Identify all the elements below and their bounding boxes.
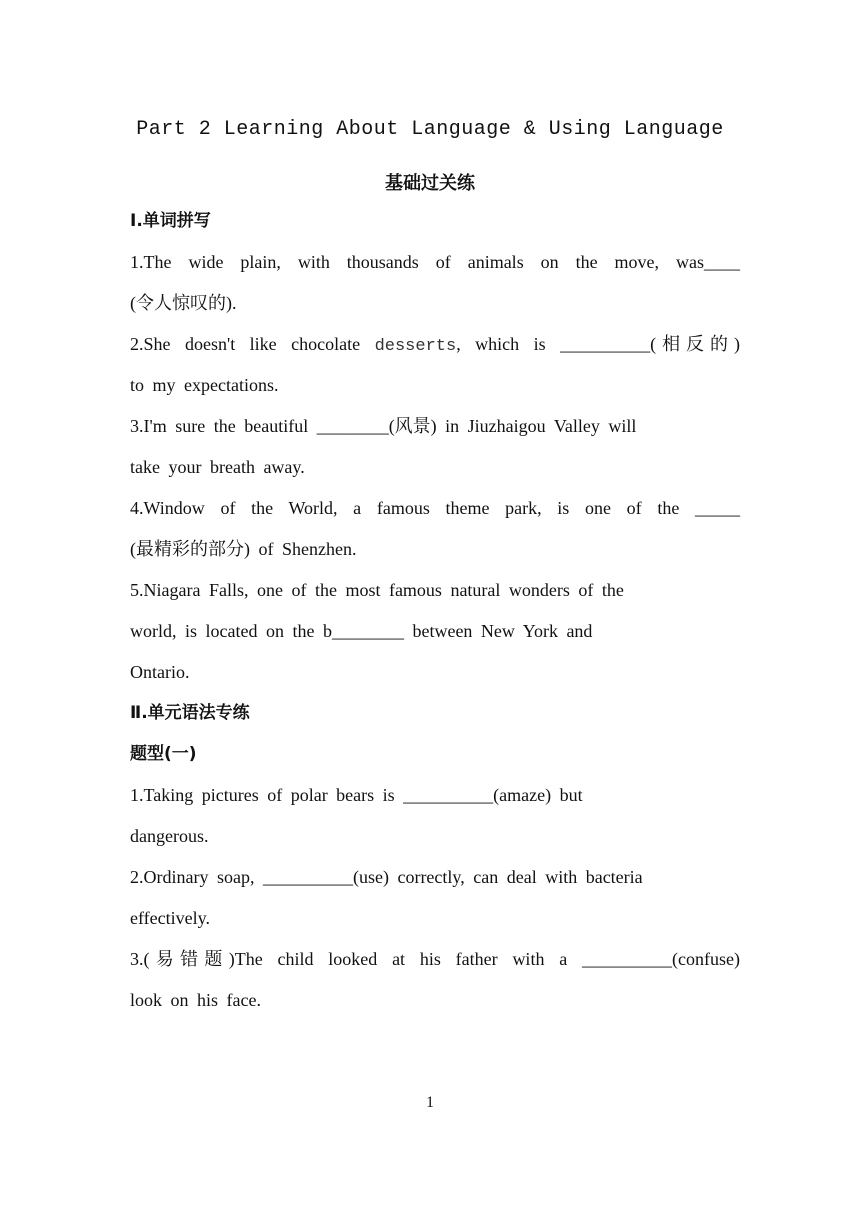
section-subtitle: 基础过关练 <box>385 173 475 194</box>
question-line: 3.I'm sure the beautiful ________(风景) in Jiuzhaigou Valley will <box>130 416 637 436</box>
question-line: 2.Ordinary soap, __________(use) correctly, can deal with bacteria <box>130 867 643 887</box>
page-title: Part 2 Learning About Language & Using Language <box>136 118 724 141</box>
question-line: world, is located on the b________ between New York and <box>130 621 593 641</box>
question-line: (最精彩的部分) of Shenzhen. <box>130 539 357 559</box>
question-line: take your breath away. <box>130 457 305 477</box>
question-line: look on his face. <box>130 990 261 1010</box>
question-line: 4.Window of the World, a famous theme park, is one of the _____ <box>130 498 740 518</box>
question-line: effectively. <box>130 908 210 928</box>
question-line: (令人惊叹的). <box>130 293 237 313</box>
question-line <box>130 324 740 365</box>
section-heading-spelling: Ⅰ.单词拼写 <box>130 211 211 231</box>
question-line: 1.Taking pictures of polar bears is __________(amaze) but <box>130 785 583 805</box>
document-body <box>130 201 740 1021</box>
question-line: dangerous. <box>130 826 209 846</box>
question-text: 2.She doesn't like chocolate <box>130 334 375 354</box>
question-type-label: 题型(一) <box>130 744 197 764</box>
page-number: 1 <box>426 1094 434 1111</box>
question-line: 3.(易错题)The child looked at his father with a __________(confuse) <box>130 949 740 969</box>
question-text: , which is __________(相反的) <box>456 334 740 354</box>
section-heading-grammar: Ⅱ.单元语法专练 <box>130 703 250 723</box>
question-line: to my expectations. <box>130 375 279 395</box>
question-line: 5.Niagara Falls, one of the most famous natural wonders of the <box>130 580 624 600</box>
question-line: Ontario. <box>130 662 190 682</box>
highlighted-word: desserts <box>374 337 457 356</box>
question-line: 1.The wide plain, with thousands of animals on the move, was____ <box>130 252 740 272</box>
